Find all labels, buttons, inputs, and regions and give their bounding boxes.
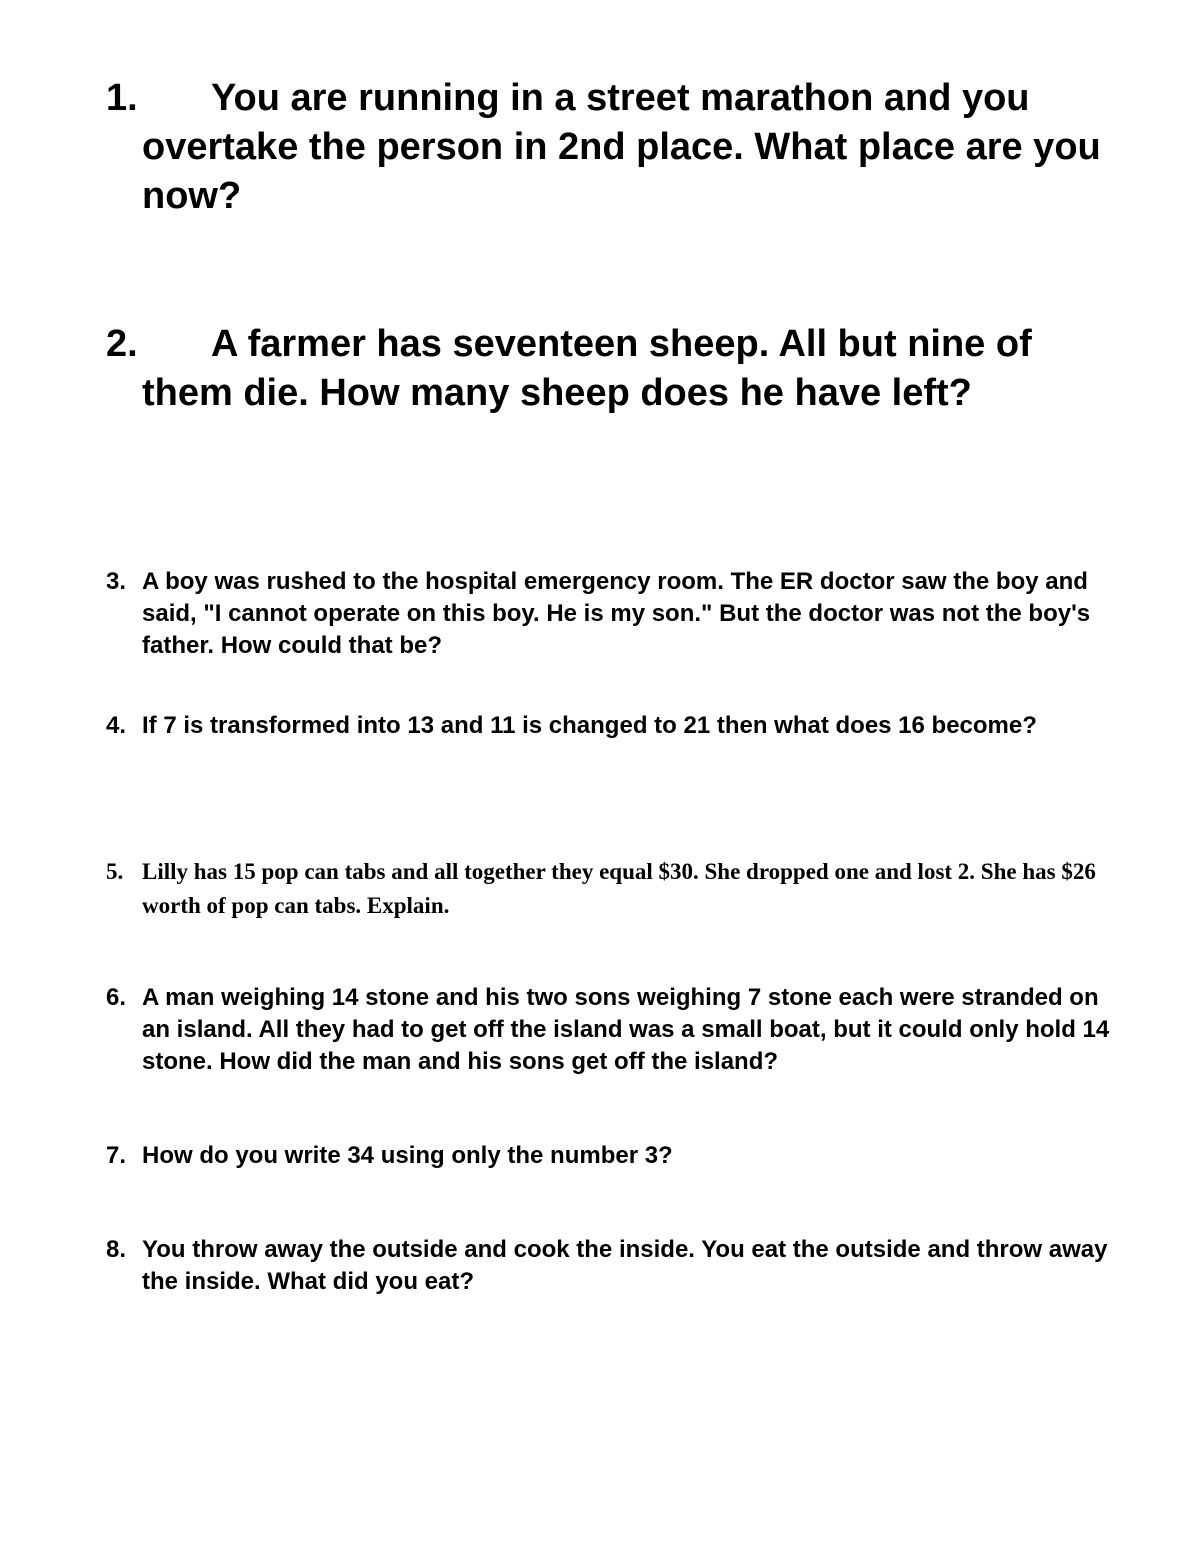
question-text: A boy was rushed to the hospital emergency room. The ER doctor saw the boy and said, "I cannot operate on this boy. He is my son." But the doctor was not the boy's father. How could that be?	[142, 568, 1091, 659]
question-5	[106, 855, 1116, 923]
question-1	[106, 74, 1106, 221]
question-text: If 7 is transformed into 13 and 11 is changed to 21 then what does 16 become?	[142, 712, 1037, 739]
question-text: A man weighing 14 stone and his two sons weighing 7 stone each were stranded on an island. All they had to get off the island was a small boat, but it could only hold 14 stone. How did the man and his sons get off the island?	[142, 984, 1110, 1075]
question-7	[106, 1140, 1116, 1172]
question-3	[106, 566, 1116, 662]
question-text: You throw away the outside and cook the inside. You eat the outside and throw away the inside. What did you eat?	[142, 1236, 1108, 1295]
question-number: 3.	[106, 568, 127, 595]
question-4	[106, 710, 1116, 742]
question-number: 1.	[106, 77, 138, 119]
question-text: A farmer has seventeen sheep. All but nine of them die. How many sheep does he have left?	[142, 323, 1032, 414]
question-6	[106, 982, 1116, 1078]
question-number: 6.	[106, 984, 127, 1011]
question-number: 8.	[106, 1236, 127, 1263]
question-2	[106, 320, 1106, 418]
question-number: 7.	[106, 1142, 127, 1169]
question-number: 5.	[106, 859, 124, 884]
question-text: How do you write 34 using only the number 3?	[142, 1142, 673, 1169]
question-8	[106, 1234, 1116, 1298]
question-number: 4.	[106, 712, 127, 739]
question-text: Lilly has 15 pop can tabs and all together they equal $30. She dropped one and lost 2. She has $26 worth of pop can tabs. Explain.	[142, 859, 1096, 918]
question-number: 2.	[106, 323, 138, 365]
question-text: You are running in a street marathon and you overtake the person in 2nd place. What place are you now?	[142, 77, 1101, 217]
